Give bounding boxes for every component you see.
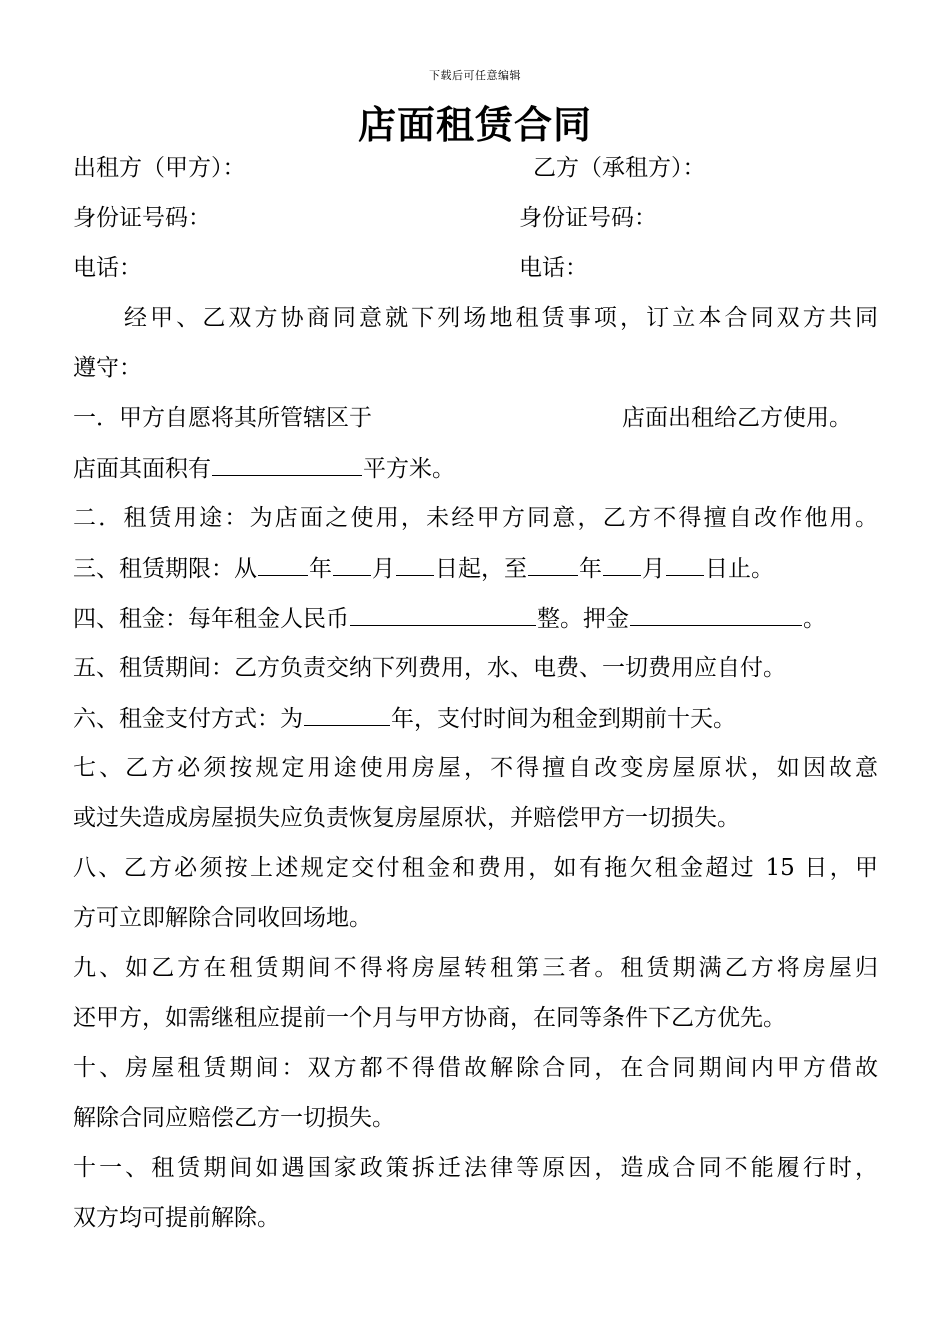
id-row (73, 201, 878, 235)
payment-prefix: 六、租金支付方式：为 (73, 706, 303, 732)
start-year-blank (258, 551, 308, 576)
clause-7-line-2: 或过失造成房屋损失应负责恢复房屋原状，并赔偿甲方一切损失。 (73, 805, 740, 831)
header-note: 下载后可任意编辑 (429, 69, 521, 82)
clause-1-part-2: 店面出租给乙方使用。 (622, 405, 852, 431)
clause-8-line-1: 八、乙方必须按上述规定交付租金和费用，如有拖欠租金超过 15 日，甲 (73, 855, 878, 881)
lessee-id-label: 身份证号码： (519, 205, 657, 231)
clause-6 (73, 701, 878, 735)
clause-5: 五、租赁期间：乙方负责交纳下列费用，水、电费、一切费用应自付。 (73, 655, 786, 681)
start-day-blank (396, 551, 434, 576)
lessee-label: 乙方（承租方）： (533, 155, 706, 181)
start-month-unit: 月 (372, 556, 395, 582)
clause-4 (73, 601, 878, 635)
clause-3 (73, 551, 878, 585)
end-year-unit: 年 (579, 556, 602, 582)
intro-line-1: 经甲、乙双方协商同意就下列场地租赁事项，订立本合同双方共同 (124, 305, 878, 331)
start-year-unit: 年 (309, 556, 332, 582)
lessor-id-label: 身份证号码： (73, 205, 211, 231)
area-prefix: 店面其面积有 (73, 456, 211, 482)
rent-suffix: 。 (803, 606, 826, 632)
clause-9-line-2: 还甲方，如需继租应提前一个月与甲方协商，在同等条件下乙方优先。 (73, 1005, 786, 1031)
rent-mid: 整。押金 (537, 606, 629, 632)
start-month-blank (333, 551, 371, 576)
rent-prefix: 四、租金：每年租金人民币 (73, 606, 349, 632)
rent-amount-blank (350, 601, 536, 626)
term-prefix: 三、租赁期限：从 (73, 556, 257, 582)
end-year-blank (528, 551, 578, 576)
intro-line-2: 遵守： (73, 355, 142, 381)
clause-1-part-1: 一．甲方自愿将其所管辖区于 (73, 405, 372, 431)
clause-1-line-2 (73, 451, 878, 485)
payment-period-blank (304, 701, 390, 726)
end-day-blank (666, 551, 704, 576)
end-month-blank (603, 551, 641, 576)
clause-2: 二．租赁用途：为店面之使用，未经甲方同意，乙方不得擅自改作他用。 (73, 505, 878, 531)
lessor-label: 出租方（甲方）： (73, 155, 246, 181)
lessor-phone-label: 电话： (73, 255, 142, 281)
end-month-unit: 月 (642, 556, 665, 582)
phone-row (73, 251, 878, 285)
clause-7-line-1: 七、乙方必须按规定用途使用房屋，不得擅自改变房屋原状，如因故意 (73, 755, 878, 781)
clause-9-line-1: 九、如乙方在租赁期间不得将房屋转租第三者。租赁期满乙方将房屋归 (73, 955, 878, 981)
lessor-row (73, 151, 878, 185)
lessee-phone-label: 电话： (519, 255, 588, 281)
start-day-unit: 日起，至 (435, 556, 527, 582)
payment-suffix: 年，支付时间为租金到期前十天。 (391, 706, 736, 732)
clause-10-line-2: 解除合同应赔偿乙方一切损失。 (73, 1105, 395, 1131)
clause-8-line-2: 方可立即解除合同收回场地。 (73, 905, 372, 931)
document-title: 店面租赁合同 (357, 102, 592, 147)
area-suffix: 平方米。 (363, 456, 455, 482)
deposit-blank (630, 601, 802, 626)
clause-11-line-1: 十一、租赁期间如遇国家政策拆迁法律等原因，造成合同不能履行时， (73, 1155, 878, 1181)
area-blank (212, 451, 362, 476)
end-day-unit: 日止。 (705, 556, 774, 582)
clause-11-line-2: 双方均可提前解除。 (73, 1205, 280, 1231)
clause-10-line-1: 十、房屋租赁期间：双方都不得借故解除合同，在合同期间内甲方借故 (73, 1055, 878, 1081)
